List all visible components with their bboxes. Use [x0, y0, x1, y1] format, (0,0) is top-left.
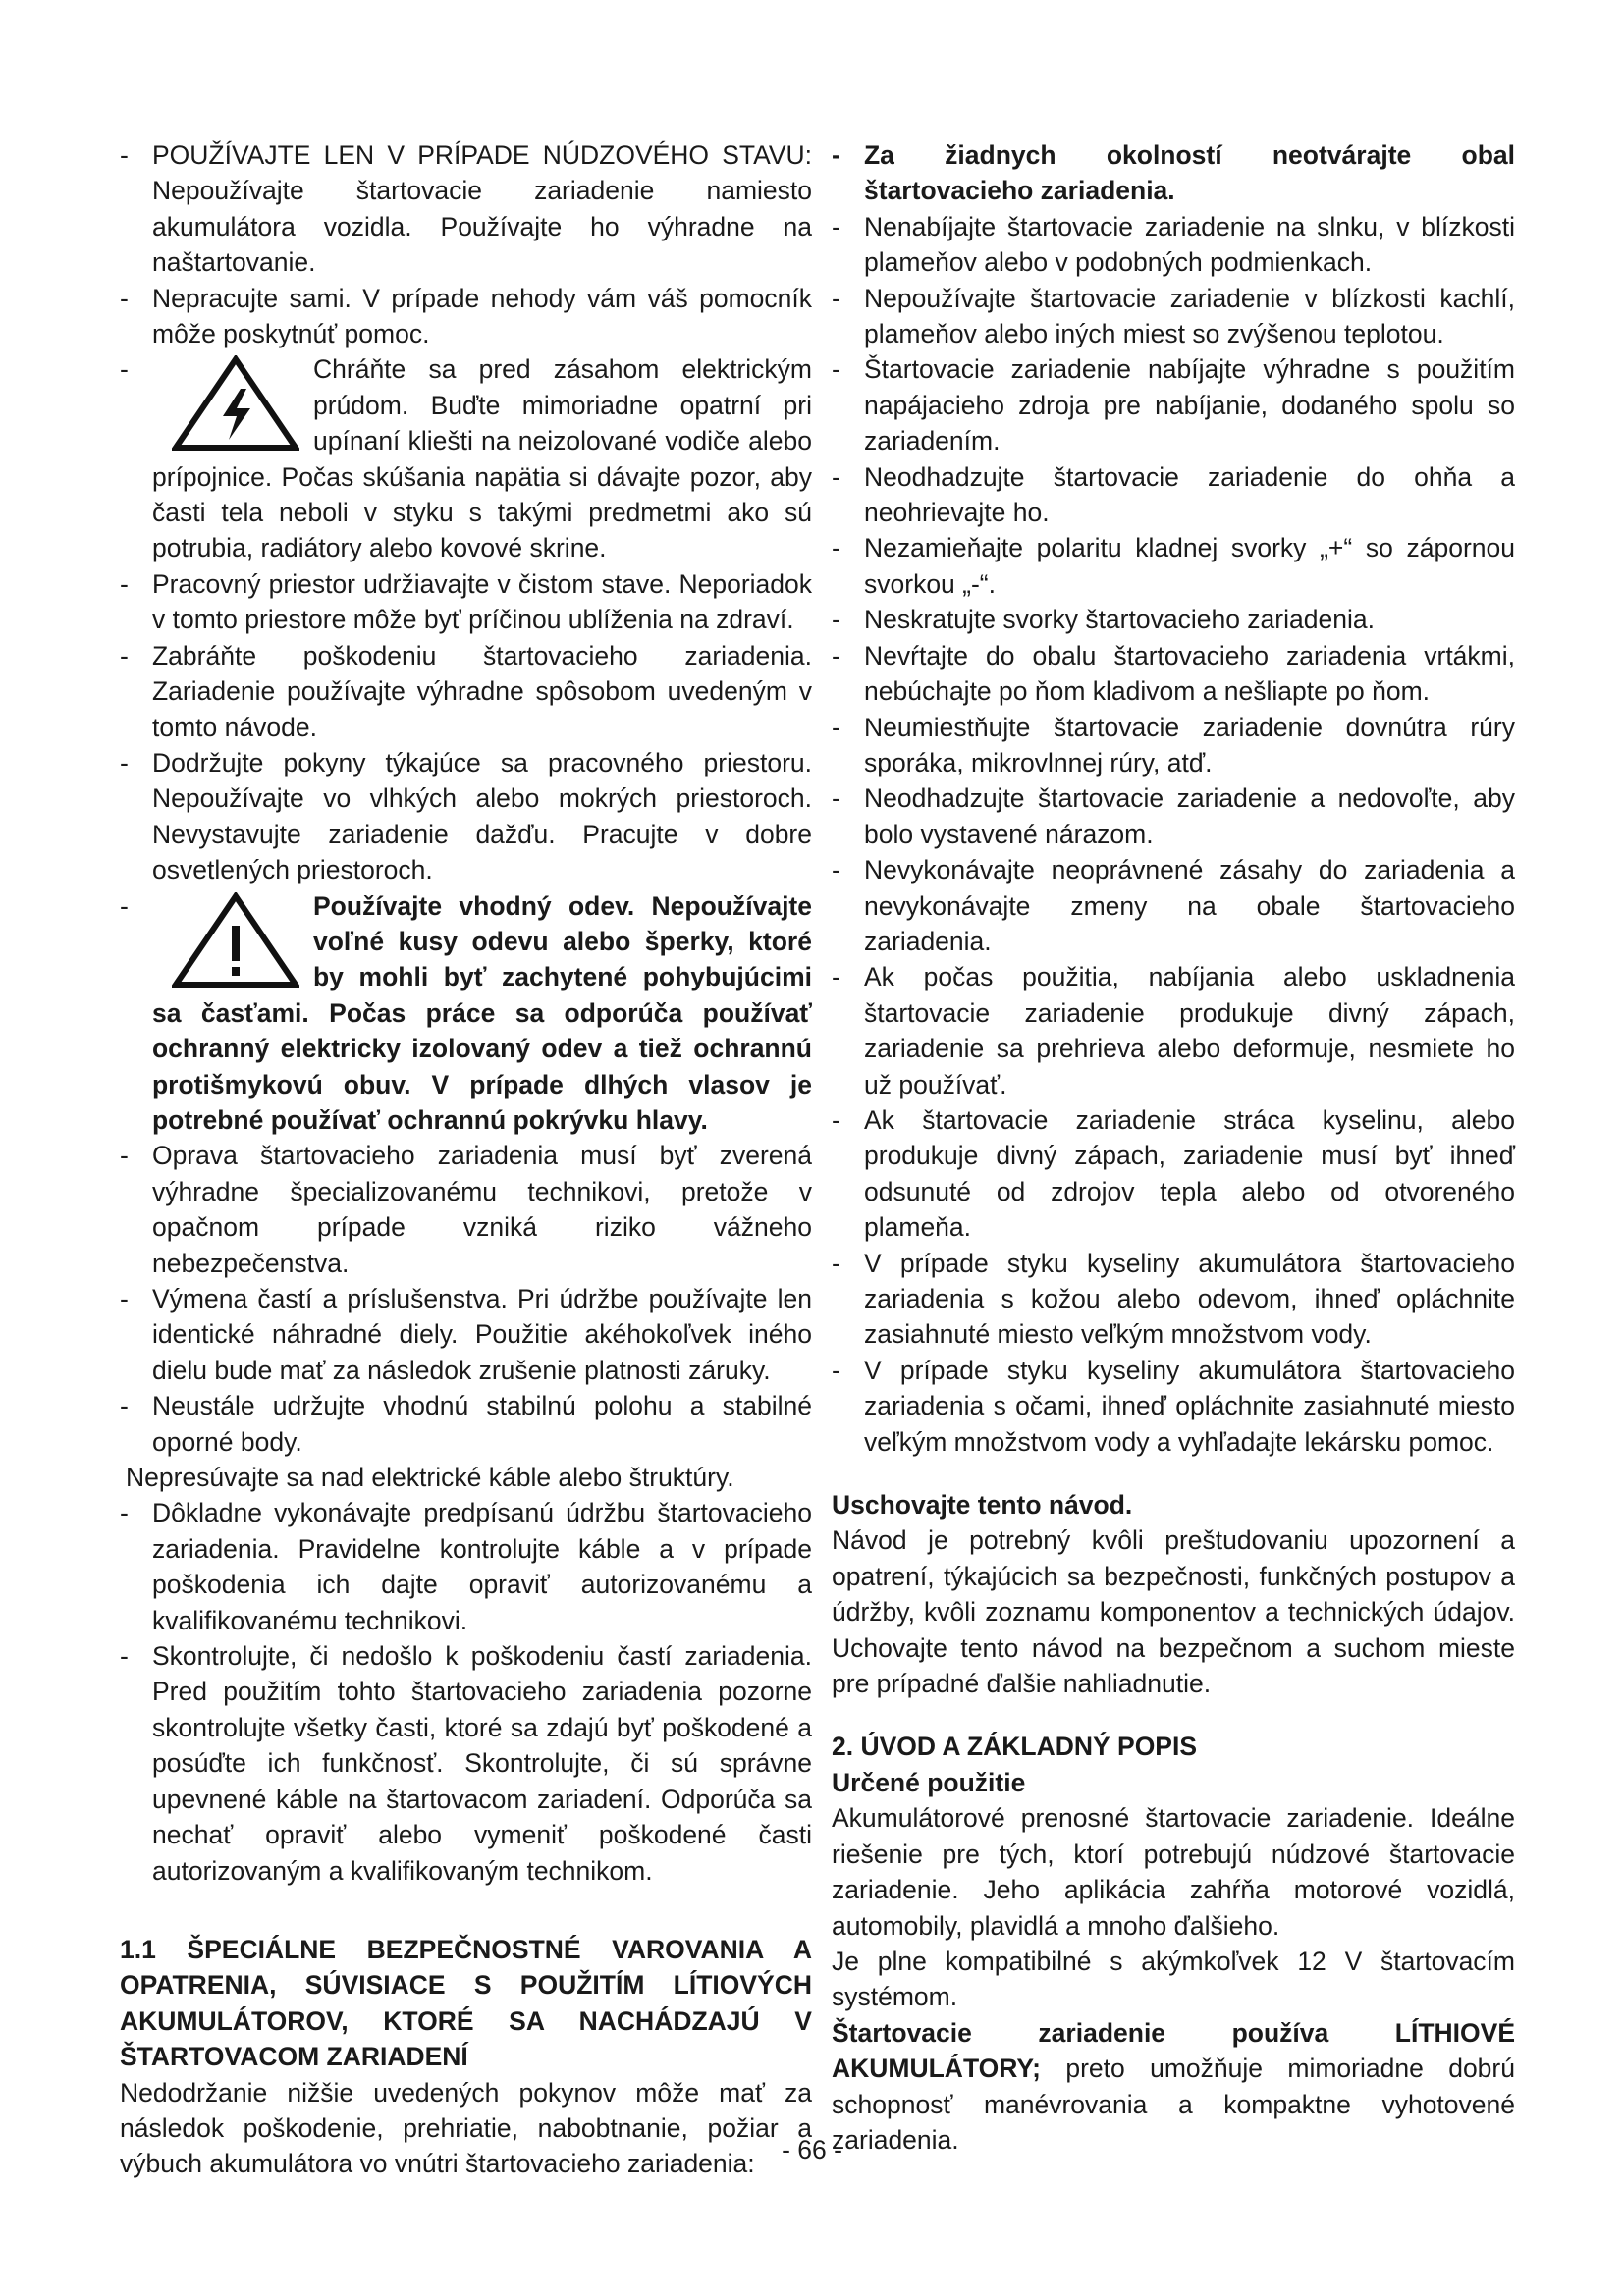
- list-item-text: POUŽÍVAJTE LEN V PRÍPADE NÚDZOVÉHO STAVU: Nepoužívajte štartovacie zariadenie namiesto akumulátora vozidla. Používajte ho výhradne na naštartovanie.: [152, 140, 812, 278]
- clothing-warning-text: Používajte vhodný odev. Nepoužívajte voľné kusy odevu alebo šperky, ktoré by mohli byť zachytené pohybujúcimi sa časťami. Počas práce sa odporúča používať ochranný elektricky izolovaný odev a tiež ochrannú protišmykovú obuv. V prípade dlhých vlasov je potrebné používať ochrannú pokrývku hlavy.: [152, 890, 812, 1135]
- list-item-text: Nepracujte sami. V prípade nehody vám váš pomocník môže poskytnúť pomoc.: [152, 283, 812, 349]
- bullet-dash: -: [832, 1355, 840, 1385]
- list-item: [832, 602, 1515, 637]
- list-item-text: Za žiadnych okolností neotvárajte obal štartovacieho zariadenia.: [864, 140, 1515, 206]
- left-column: [120, 137, 812, 2182]
- bullet-dash: -: [120, 890, 129, 921]
- electric-shock-warning: [120, 351, 812, 565]
- list-item: [832, 959, 1515, 1102]
- list-item-text: Dodržujte pokyny týkajúce sa pracovného priestoru. Nepoužívajte vo vlhkých alebo mokrých priestoroch. Nevystavujte zariadenie dažďu. Pracujte v dobre osvetlených priestoroch.: [152, 747, 812, 885]
- bullet-dash: -: [120, 1498, 129, 1528]
- list-item: [832, 281, 1515, 352]
- section-paragraph: Nedodržanie nižšie uvedených pokynov môže mať za následok poškodenie, prehriatie, nabobtnanie, požiar a výbuch akumulátora vo vnútri štartovacieho zariadenia:: [120, 2077, 812, 2179]
- intro-heading: 2. ÚVOD A ZÁKLADNÝ POPIS: [832, 1732, 1198, 1762]
- high-voltage-warning-icon: [172, 355, 299, 452]
- list-item: [832, 780, 1515, 852]
- list-item-text: Ak počas použitia, nabíjania alebo uskladnenia štartovacie zariadenie produkuje divný zápach, zariadenie sa prehrieva alebo deformuje, nesmiete ho už používať.: [864, 962, 1515, 1099]
- bullet-dash: -: [832, 855, 840, 885]
- list-item-text: Nezamieňajte polaritu kladnej svorky „+“ so zápornou svorkou „-“.: [864, 533, 1515, 599]
- lithium-rest-text: preto umožňuje mimoriadne dobrú schopnosť manévrovania a kompaktne vyhotovené zariadenia.: [832, 2054, 1515, 2155]
- list-item: [120, 281, 812, 352]
- list-item: [832, 459, 1515, 531]
- exclamation-warning-icon: [172, 892, 299, 988]
- list-item: [120, 1495, 812, 1638]
- bullet-dash: -: [120, 1141, 129, 1171]
- bullet-dash: -: [120, 1391, 129, 1421]
- bullet-dash: -: [120, 283, 129, 313]
- bullet-dash: -: [120, 747, 129, 777]
- list-item: [832, 351, 1515, 458]
- bullet-dash: -: [120, 354, 129, 385]
- intended-use-paragraph: Akumulátorové prenosné štartovacie zariadenie. Ideálne riešenie pre tých, ktorí potrebujú núdzové štartovacie zariadenie. Jeho aplikácia zahŕňa motorové vozidlá, automobily, plavidlá a mnoho ďalšieho.: [832, 1803, 1515, 1941]
- keep-manual-heading: Uschovajte tento návod.: [832, 1490, 1133, 1521]
- list-item-text: V prípade styku kyseliny akumulátora štartovacieho zariadenia s očami, ihneď opláchnite zasiahnuté miesto veľkým množstvom vody a vyhľadajte lekársku pomoc.: [864, 1355, 1515, 1457]
- right-column: [832, 137, 1515, 2158]
- bullet-dash: -: [832, 1248, 840, 1278]
- list-item-text: Neodhadzujte štartovacie zariadenie do ohňa a neohrievajte ho.: [864, 461, 1515, 528]
- lithium-bold-text: Štartovacie zariadenie používa LÍTHIOVÉ AKUMULÁTORY;: [832, 2017, 1515, 2084]
- list-item-text: V prípade styku kyseliny akumulátora štartovacieho zariadenia s kožou alebo odevom, ihneď opláchnite zasiahnuté miesto veľkým množstvom vody.: [864, 1248, 1515, 1350]
- list-item: [120, 1138, 812, 1281]
- list-item-text: Nenabíjajte štartovacie zariadenie na slnku, v blízkosti plameňov alebo v podobných podmienkach.: [864, 211, 1515, 278]
- bullet-dash: -: [120, 1641, 129, 1672]
- list-item-text: Štartovacie zariadenie nabíjajte výhradne s použitím napájacieho zdroja pre nabíjanie, dodaného spolu so zariadením.: [864, 354, 1515, 456]
- list-item-text: Neumiestňujte štartovacie zariadenie dovnútra rúry sporáka, mikrovlnnej rúry, atď.: [864, 712, 1515, 777]
- list-item-text: Skontrolujte, či nedošlo k poškodeniu častí zariadenia. Pred použitím tohto štartovacieho zariadenia pozorne skontrolujte všetky časti, ktoré sa zdajú byť poškodené a posúďte ich funkčnosť. Skontrolujte, či sú správne upevnené káble na štartovacom zariadení. Odporúča sa nechať opraviť alebo vymeniť poškodené časti autorizovaným a kvalifikovaným technikom.: [152, 1641, 812, 1886]
- list-item-text: Nevykonávajte neoprávnené zásahy do zariadenia a nevykonávajte zmeny na obale štartovacieho zariadenia.: [864, 855, 1515, 956]
- section-heading: 1.1 ŠPECIÁLNE BEZPEČNOSTNÉ VAROVANIA A OPATRENIA, SÚVISIACE S POUŽITÍM LÍTIOVÝCH AKUMULÁTOROV, KTORÉ SA NACHÁDZAJÚ V ŠTARTOVACOM ZARIADENÍ: [120, 1934, 812, 2072]
- list-item: [832, 852, 1515, 959]
- compatibility-paragraph: Je plne kompatibilné s akýmkoľvek 12 V štartovacím systémom.: [832, 1946, 1515, 2012]
- list-item: [120, 745, 812, 888]
- plain-line: Nepresúvajte sa nad elektrické káble alebo štruktúry.: [126, 1463, 734, 1493]
- list-item: [120, 1388, 812, 1460]
- list-item-text: Dôkladne vykonávajte predpísanú údržbu štartovacieho zariadenia. Pravidelne kontrolujte káble a v prípade poškodenia ich dajte opraviť autorizovanému a kvalifikovanému technikovi.: [152, 1498, 812, 1635]
- list-item: [120, 137, 812, 281]
- list-item: [832, 1353, 1515, 1460]
- list-item: [832, 209, 1515, 281]
- list-item: [832, 710, 1515, 781]
- list-item-bold: [832, 137, 1515, 209]
- list-item: [120, 1638, 812, 1889]
- list-item-text: Oprava štartovacieho zariadenia musí byť zverená výhradne špecializovanému technikovi, pretože v opačnom prípade vzniká riziko vážneho nebezpečenstva.: [152, 1141, 812, 1278]
- bullet-dash: -: [832, 640, 840, 670]
- bullet-dash: -: [120, 640, 129, 670]
- bullet-dash: -: [832, 211, 840, 241]
- bullet-dash: -: [832, 533, 840, 563]
- list-item: [120, 638, 812, 745]
- list-item-text: Neustále udržujte vhodnú stabilnú polohu a stabilné oporné body.: [152, 1391, 812, 1457]
- list-item: [832, 638, 1515, 710]
- electric-warning-text: Chráňte sa pred zásahom elektrickým prúdom. Buďte mimoriadne opatrní pri upínaní kliešti na neizolované vodiče alebo prípojnice. Počas skúšania napätia si dávajte pozor, aby časti tela neboli v styku s takými predmetmi ako sú potrubia, radiátory alebo kovové skrine.: [152, 354, 812, 563]
- bullet-dash: -: [120, 140, 129, 170]
- bullet-dash: -: [832, 712, 840, 742]
- list-item-text: Ak štartovacie zariadenie stráca kyselinu, alebo produkuje divný zápach, zariadenie musí byť ihneď odsunuté od zdrojov tepla alebo od otvoreného plameňa.: [864, 1104, 1515, 1243]
- bullet-dash: -: [832, 140, 840, 170]
- list-item-text: Neodhadzujte štartovacie zariadenie a nedovoľte, aby bolo vystavené nárazom.: [864, 783, 1515, 849]
- list-item: [832, 1246, 1515, 1353]
- bullet-dash: -: [120, 1284, 129, 1313]
- clothing-warning: [120, 888, 812, 1139]
- list-item: [832, 1102, 1515, 1246]
- bullet-dash: -: [832, 962, 840, 992]
- bullet-dash: -: [832, 605, 840, 635]
- list-item-text: Zabráňte poškodeniu štartovacieho zariadenia. Zariadenie používajte výhradne spôsobom uvedeným v tomto návode.: [152, 640, 812, 742]
- list-item-text: Výmena častí a príslušenstva. Pri údržbe používajte len identické náhradné diely. Použitie akéhokoľvek iného dielu bude mať za následok zrušenie platnosti záruky.: [152, 1284, 812, 1385]
- page-number: - 66 -: [782, 2135, 842, 2164]
- list-item: [120, 1281, 812, 1388]
- list-item-text: Pracovný priestor udržiavajte v čistom stave. Neporiadok v tomto priestore môže byť príčinou ublíženia na zdraví.: [152, 568, 812, 635]
- list-item-text: Neskratujte svorky štartovacieho zariadenia.: [864, 605, 1375, 635]
- keep-manual-paragraph: Návod je potrebný kvôli preštudovaniu upozornení a opatrení, týkajúcich sa bezpečnosti, funkčných postupov a údržby, kvôli zoznamu komponentov a technických údajov. Uchovajte tento návod na bezpečnom a suchom mieste pre prípadné ďalšie nahliadnutie.: [832, 1525, 1515, 1699]
- bullet-dash: -: [832, 783, 840, 814]
- bullet-dash: -: [120, 568, 129, 599]
- bullet-dash: -: [832, 461, 840, 492]
- bullet-dash: -: [832, 354, 840, 385]
- list-item: [832, 530, 1515, 602]
- list-item-text: Nepoužívajte štartovacie zariadenie v blízkosti kachlí, plameňov alebo iných miest so zvýšenou teplotou.: [864, 283, 1515, 349]
- list-item: [120, 566, 812, 638]
- intended-use-heading: Určené použitie: [832, 1767, 1026, 1797]
- bullet-dash: -: [832, 1104, 840, 1135]
- list-item-text: Nevŕtajte do obalu štartovacieho zariadenia vrtákmi, nebúchajte po ňom kladivom a nešliapte po ňom.: [864, 640, 1515, 707]
- bullet-dash: -: [832, 283, 840, 313]
